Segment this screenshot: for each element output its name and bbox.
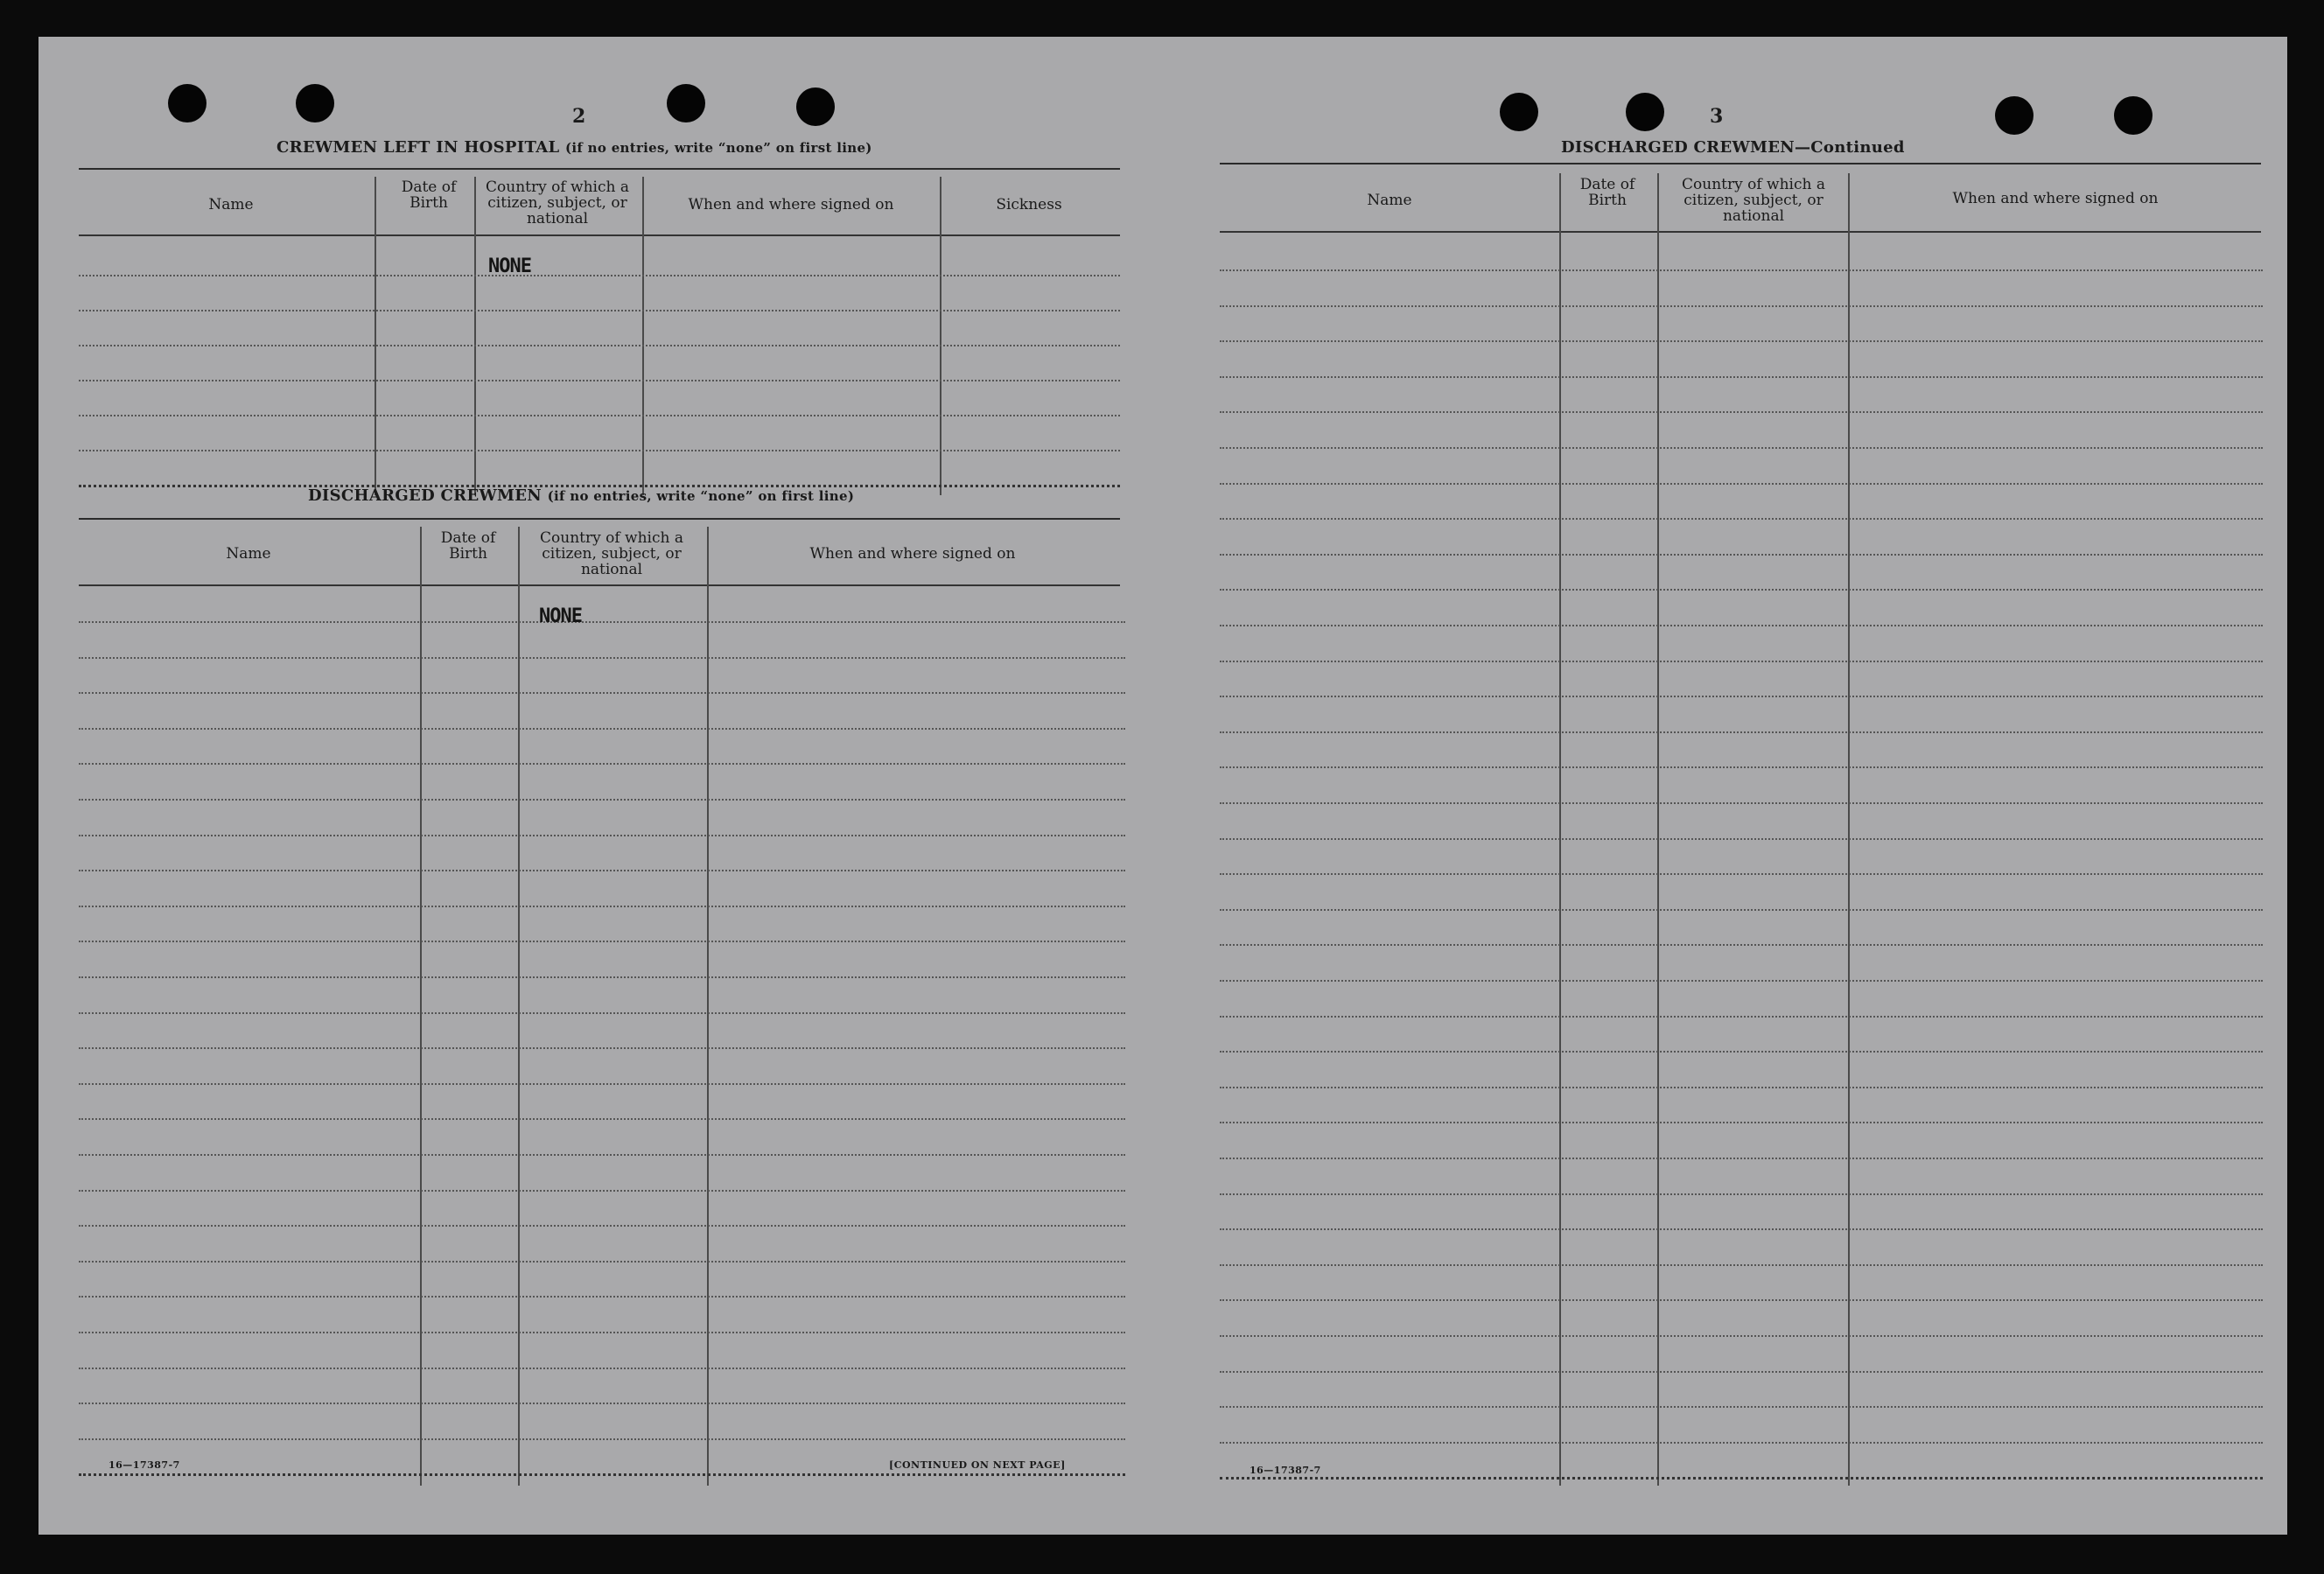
right-top-rule bbox=[1220, 163, 2261, 164]
hospital-top-rule bbox=[79, 168, 1120, 170]
table-row-line bbox=[79, 1225, 1125, 1227]
right-header-rule bbox=[1220, 231, 2261, 233]
table-row-line bbox=[79, 1332, 1125, 1333]
discharged-top-rule bbox=[79, 518, 1120, 520]
table-row-line bbox=[1220, 483, 2263, 485]
discharged-col-country: Country of which a citizen, subject, or national bbox=[540, 529, 683, 578]
table-row-line bbox=[79, 1368, 1125, 1369]
table-row-line bbox=[1220, 1299, 2263, 1301]
hospital-entry-none: NONE bbox=[488, 255, 531, 277]
continued-note: [CONTINUED ON NEXT PAGE] bbox=[889, 1459, 1066, 1471]
discharged-col-divider bbox=[707, 527, 709, 1486]
hospital-title-text: CREWMEN LEFT IN HOSPITAL bbox=[276, 138, 560, 157]
hospital-col-dob: Date of Birth bbox=[401, 178, 457, 212]
form-number-right: 16—17387-7 bbox=[1250, 1465, 1321, 1476]
table-row-line bbox=[79, 870, 1125, 871]
table-row-line bbox=[1220, 411, 2263, 413]
table-row-line bbox=[1220, 518, 2263, 520]
table-row-line bbox=[79, 763, 1125, 765]
table-row-line bbox=[1220, 1122, 2263, 1123]
hospital-col-divider bbox=[940, 177, 942, 229]
table-row-line bbox=[1220, 944, 2263, 946]
table-row-line bbox=[1220, 554, 2263, 556]
table-row-line bbox=[1220, 1371, 2263, 1373]
table-row-line bbox=[1220, 447, 2263, 449]
table-row-line bbox=[1220, 376, 2263, 378]
hospital-col-divider bbox=[474, 177, 476, 495]
table-row-line bbox=[79, 1296, 1125, 1298]
punch-hole-icon bbox=[1500, 93, 1538, 131]
table-row-line bbox=[79, 728, 1125, 730]
table-row-line bbox=[1220, 731, 2263, 733]
table-row-line bbox=[1220, 1087, 2263, 1088]
punch-hole-icon bbox=[296, 84, 334, 122]
hospital-row-line bbox=[79, 310, 1120, 311]
discharged-header-rule bbox=[79, 584, 1120, 586]
form-sheet bbox=[38, 37, 2287, 1535]
page-number-left: 2 bbox=[572, 105, 586, 128]
table-row-line bbox=[1220, 1406, 2263, 1408]
table-row-line bbox=[1220, 1016, 2263, 1018]
table-row-line bbox=[1220, 909, 2263, 911]
right-col-divider bbox=[1657, 173, 1659, 1486]
right-col-divider bbox=[1559, 173, 1561, 1486]
hospital-row-line bbox=[79, 450, 1120, 451]
table-row-line bbox=[1220, 1158, 2263, 1159]
discharged-section-title bbox=[308, 486, 854, 505]
table-row-line bbox=[1220, 1335, 2263, 1337]
table-row-line bbox=[79, 692, 1125, 694]
table-row-line bbox=[1220, 696, 2263, 697]
table-row-line bbox=[1220, 340, 2263, 342]
hospital-col-divider bbox=[940, 229, 942, 495]
right-col-name: Name bbox=[1367, 192, 1412, 209]
table-row-line bbox=[79, 621, 1125, 623]
hospital-row-line bbox=[79, 345, 1120, 346]
table-row-line bbox=[79, 835, 1125, 836]
hospital-row-line bbox=[79, 415, 1120, 416]
table-row-line bbox=[1220, 1193, 2263, 1195]
right-col-divider bbox=[1848, 173, 1850, 1486]
right-col-country: Country of which a citizen, subject, or national bbox=[1682, 176, 1825, 225]
hospital-row-line bbox=[79, 380, 1120, 381]
table-row-line bbox=[79, 1438, 1125, 1440]
discharged-entry-none: NONE bbox=[539, 605, 582, 627]
discharged-col-divider bbox=[518, 527, 520, 1486]
page-number-right: 3 bbox=[1710, 105, 1724, 128]
right-col-signed-on: When and where signed on bbox=[1952, 190, 2159, 207]
hospital-section-title bbox=[276, 138, 872, 157]
table-row-line bbox=[79, 657, 1125, 659]
table-row-line bbox=[1220, 1264, 2263, 1266]
table-row-line bbox=[79, 799, 1125, 801]
discharged-title-text: DISCHARGED CREWMEN bbox=[308, 486, 542, 505]
table-row-line bbox=[1220, 1442, 2263, 1444]
punch-hole-icon bbox=[2114, 96, 2152, 135]
table-row-line bbox=[1220, 1228, 2263, 1230]
table-row-line bbox=[1220, 305, 2263, 307]
table-row-line bbox=[79, 1154, 1125, 1156]
table-row-line bbox=[79, 1083, 1125, 1085]
table-row-line bbox=[79, 1473, 1125, 1476]
punch-hole-icon bbox=[796, 87, 835, 126]
table-row-line bbox=[1220, 661, 2263, 662]
discharged-col-divider bbox=[420, 527, 422, 1486]
hospital-col-divider bbox=[642, 177, 644, 495]
table-row-line bbox=[79, 1047, 1125, 1049]
table-row-line bbox=[79, 1261, 1125, 1263]
punch-hole-icon bbox=[667, 84, 705, 122]
table-row-line bbox=[79, 1403, 1125, 1404]
table-row-line bbox=[79, 906, 1125, 907]
table-row-line bbox=[1220, 589, 2263, 591]
table-row-line bbox=[1220, 766, 2263, 768]
table-row-line bbox=[1220, 625, 2263, 626]
punch-hole-icon bbox=[1995, 96, 2034, 135]
table-row-line bbox=[79, 1118, 1125, 1120]
punch-hole-icon bbox=[168, 84, 206, 122]
hospital-header-rule bbox=[79, 234, 1120, 236]
form-number-left: 16—17387-7 bbox=[108, 1459, 180, 1471]
hospital-col-country: Country of which a citizen, subject, or national bbox=[486, 178, 629, 227]
hospital-col-sickness: Sickness bbox=[996, 196, 1062, 213]
table-row-line bbox=[1220, 980, 2263, 982]
punch-hole-icon bbox=[1626, 93, 1664, 131]
table-row-line bbox=[1220, 838, 2263, 840]
table-row-line bbox=[1220, 1051, 2263, 1053]
table-row-line bbox=[1220, 802, 2263, 804]
right-section-title: DISCHARGED CREWMEN—Continued bbox=[1561, 138, 1905, 157]
discharged-col-dob: Date of Birth bbox=[440, 529, 496, 563]
hospital-row-line bbox=[79, 275, 1120, 276]
right-col-dob: Date of Birth bbox=[1579, 176, 1635, 209]
table-row-line bbox=[79, 941, 1125, 942]
table-row-line bbox=[1220, 873, 2263, 875]
hospital-title-note: (if no entries, write “none” on first line) bbox=[565, 140, 872, 156]
discharged-title-note: (if no entries, write “none” on first line) bbox=[547, 488, 855, 504]
table-row-line bbox=[1220, 1477, 2263, 1480]
discharged-col-name: Name bbox=[226, 545, 271, 563]
table-row-line bbox=[79, 1190, 1125, 1192]
table-row-line bbox=[79, 1012, 1125, 1014]
discharged-col-signed-on: When and where signed on bbox=[809, 545, 1016, 563]
hospital-col-name: Name bbox=[208, 196, 254, 213]
hospital-col-divider bbox=[374, 177, 376, 495]
hospital-col-signed-on: When and where signed on bbox=[688, 196, 894, 213]
table-row-line bbox=[79, 976, 1125, 978]
table-row-line bbox=[1220, 269, 2263, 271]
